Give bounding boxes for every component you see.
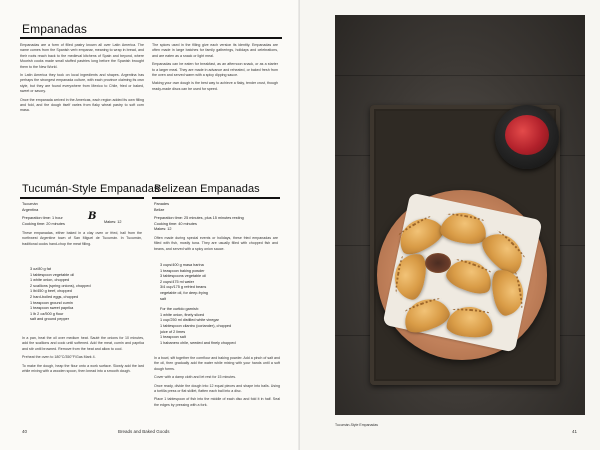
- recipe-method: [154, 356, 280, 420]
- photo-caption: Tucumán-Style Empanadas: [335, 423, 379, 427]
- recipe-title: Tucumán-Style Empanadas: [22, 183, 160, 195]
- food-photo: [335, 15, 585, 415]
- intro-paragraph: Once the empanada arrived in the Americas, each region added its own filling and fold, and the dough itself varies from flaky wheat pastry to soft corn masa.: [20, 97, 144, 113]
- recipe-region: Tucumán: [22, 202, 38, 206]
- method-paragraph: In a bowl, sift together the cornflour and baking powder. Add a pinch of salt and the oil, then gradually add the water while mixing with your hands until a soft dough forms.: [154, 356, 280, 371]
- baked-icon: B: [88, 211, 97, 222]
- ingredient-item: 1 white onion, finely sliced: [160, 312, 205, 317]
- method-paragraph: In a pan, heat the oil over medium heat. Sauté the onions for 10 minutes, add the scallions and cook until softened. Add the meat, cumin and paprika and stir until browned. Remove from the heat and allow to cool.: [22, 336, 144, 351]
- recipe-yield: Makes: 12: [104, 220, 122, 224]
- ingredient-item: 3/4 cup/175 g refried beans: [160, 285, 207, 290]
- page-number: 41: [572, 429, 578, 434]
- recipe-rule: [20, 197, 144, 199]
- intro-paragraph: Empanadas can be eaten for breakfast, as an afternoon snack, or as a starter to a larger meal. They are made in advance and reheated, or baked fresh from the oven and served warm with a spicy dipping sauce.: [152, 62, 278, 78]
- ingredient-item: 3 cups/400 g masa harina: [160, 263, 204, 267]
- ingredient-item: 1 lb/450 g beef, chopped: [30, 289, 72, 294]
- ingredient-item: 1 habanero chile, seeded and finely chopped: [160, 340, 236, 345]
- ingredient-subhead: For the curtido garnish:: [160, 307, 200, 312]
- recipe-intro: [22, 231, 142, 267]
- wood-plank-line: [335, 75, 585, 76]
- ingredient-item: 1 teaspoon salt: [160, 335, 186, 340]
- recipe-title: Belizean Empanadas: [154, 183, 260, 195]
- intro-paragraph: Empanadas are a form of filled pastry known all over Latin America. The name comes from the Spanish verb empanar, meaning to wrap in bread, and their roots reach back to the medieval kitchens of Spain and beyond, where Moorish cooks made small stuffed pastries long before the Spanish brought them to the New World.: [20, 43, 144, 69]
- salsa: [505, 115, 549, 155]
- prep-time: Preparation time: 25 minutes, plus 15 minutes resting: [154, 216, 244, 221]
- recipe-method: [22, 336, 144, 418]
- page-number: 40: [22, 429, 28, 434]
- recipe-meta: [154, 202, 278, 233]
- ingredients-list: [160, 263, 280, 353]
- ingredient-item: juice of 2 limes: [160, 329, 186, 334]
- ingredient-item: 1 cup/250 ml distilled white vinegar: [160, 318, 219, 323]
- cooking-time: Cooking time: 40 minutes: [154, 221, 197, 226]
- method-paragraph: Once ready, divide the dough into 12 equal pieces and shape into balls. Using a tortilla press or flat skillet, flatten each ball into a disc.: [154, 383, 280, 394]
- ingredient-item: 1 teaspoon ground cumin: [30, 300, 73, 305]
- method-paragraph: Preheat the oven to 180°C/350°F/Gas Mark 4.: [22, 355, 96, 360]
- ingredient-item: 1 teaspoon sweet paprika: [30, 306, 74, 311]
- recipe-country: Belize: [154, 207, 165, 212]
- method-paragraph: These empanadas, either baked in a clay oven or fried, hail from the northwest Argentine town of San Miguel de Tucumán. In Tucumán, traditional cooks hand-chop the meat filling.: [22, 231, 142, 246]
- ingredient-item: 2 cups/475 ml water: [160, 279, 194, 284]
- recipe-meta: [22, 202, 142, 227]
- ingredient-item: 2 scallions (spring onions), chopped: [30, 283, 91, 288]
- recipe-intro: [154, 236, 278, 258]
- intro-column-2: [152, 43, 278, 178]
- recipe-region: Panades: [154, 202, 169, 206]
- cooking-time: Cooking time: 20 minutes: [22, 221, 65, 226]
- running-footer: Breads and Baked Goods: [118, 429, 170, 434]
- ingredients-list: [30, 267, 144, 333]
- recipe-yield: Makes: 12: [154, 227, 172, 232]
- method-paragraph: Often made during special events or holidays, these fried empanadas are filled with fish, mostly tuna. They are usually filled with chopped fish and beans, and served with a spicy onion sauce.: [154, 236, 278, 251]
- recipe-rule: [152, 197, 280, 199]
- intro-paragraph: In Latin America they took on local ingredients and shapes. Argentina has perhaps the strongest empanada culture, with each province claiming its own style, but they are found everywhere from Mexico to Chile, fried or baked, sweet or savory.: [20, 73, 144, 94]
- ingredient-item: 1 lb 2 oz/500 g flour: [30, 311, 64, 316]
- intro-paragraph: Making your own dough is the best way to achieve a flaky, tender crust, though ready-made discs can be used for speed.: [152, 81, 278, 91]
- method-paragraph: Place 1 tablespoon of fish into the middle of each disc and fold it in half. Seal the edges by pressing with a fork.: [154, 397, 280, 407]
- method-paragraph: Cover with a damp cloth and let rest for 15 minutes.: [154, 375, 237, 380]
- ingredient-item: 3 tablespoons vegetable oil: [160, 274, 207, 279]
- ingredient-item: salt and ground pepper: [30, 317, 70, 322]
- ingredient-item: vegetable oil, for deep-frying: [160, 290, 208, 295]
- prep-time: Preparation time: 1 hour: [22, 216, 63, 221]
- title-rule: [20, 37, 282, 39]
- method-paragraph: To make the dough, heap the flour onto a work surface. Slowly add the lard while mixing with a wooden spoon, then knead into a smooth dough.: [22, 363, 144, 374]
- intro-column-1: [20, 43, 144, 178]
- intro-paragraph: The spices used in the filling give each version its identity. Empanadas are often made in large batches for family gatherings, holidays and celebrations, and are eaten as a snack or light meal.: [152, 43, 278, 58]
- ingredient-item: 1 teaspoon baking powder: [160, 268, 205, 273]
- ingredient-item: 3 oz/80 g fat: [30, 267, 51, 271]
- recipe-country: Argentina: [22, 207, 39, 212]
- ingredient-item: 1 tablespoon vegetable oil: [30, 272, 75, 277]
- ingredient-item: 1 white onion, chopped: [30, 278, 70, 283]
- ingredient-item: salt: [160, 296, 166, 301]
- ingredient-item: 2 hard-boiled eggs, chopped: [30, 294, 79, 299]
- page-title: Empanadas: [22, 22, 87, 36]
- ingredient-item: 1 tablespoon cilantro (coriander), chopped: [160, 323, 232, 328]
